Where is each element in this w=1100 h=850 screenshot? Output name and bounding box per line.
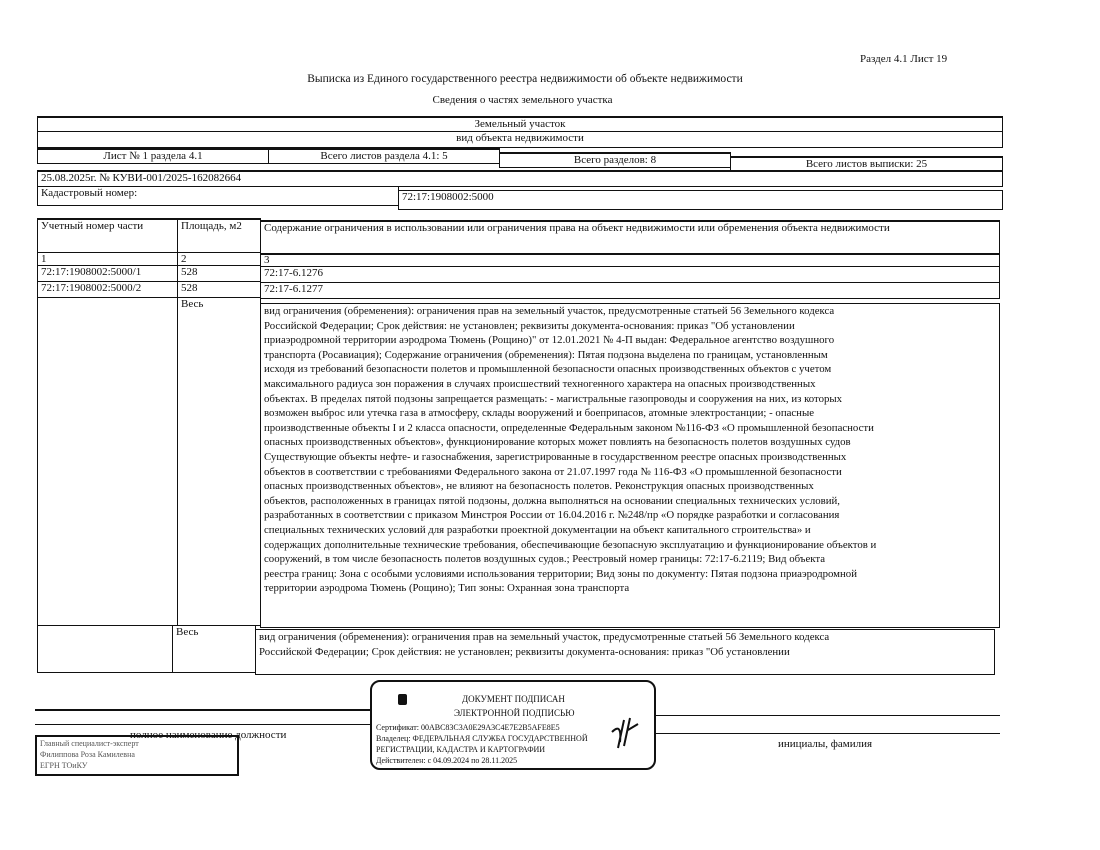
cadastral-label: Кадастровый номер:	[37, 186, 399, 206]
detail-line: производственные объекты I и 2 класса опасности, определенные Федеральным законом №116-ФЗ «О промышленной безопасности	[264, 421, 874, 434]
detail-line: содержащих дополнительные технические требования, обеспечивающие безопасную эксплуатацию и функционирование объектов и	[264, 538, 877, 551]
divider	[35, 709, 370, 711]
sheets-in-section: Всего листов раздела 4.1: 5	[268, 148, 500, 164]
detail-area: Весь	[172, 625, 256, 673]
document-title: Выписка из Единого государственного реестра недвижимости об объекте недвижимости	[307, 73, 743, 85]
detail-line: вид ограничения (обременения): ограничения прав на земельный участок, предусмотренные статьей 56 Земельного кодекса	[264, 305, 835, 317]
signer-line: Главный специалист-эксперт	[40, 739, 139, 748]
emblem-icon	[398, 694, 407, 705]
detail-line: опасных производственных объектов», не влияют на безопасность полетов. Реконструкция опасных производственных	[264, 480, 814, 493]
header-content: Содержание ограничения в использовании или ограничения права на объект недвижимости или обременения объекта недвижимости	[260, 220, 1000, 255]
col-number-1: 1	[37, 252, 178, 266]
detail-part-empty	[37, 297, 178, 626]
detail-line: максимального радиуса зон поражения в случаях происшествий техногенного характера на опасных производственных	[264, 377, 816, 390]
divider	[655, 733, 1000, 734]
detail-line: Российской Федерации; Срок действия: не установлен; реквизиты документа-основания: приказ "Об установлении	[259, 645, 790, 658]
doc-reference: 25.08.2025г. № КУВИ-001/2025-162082664	[37, 170, 1003, 187]
detail-content	[255, 629, 995, 675]
part-content: 72:17-6.1276	[260, 266, 1000, 283]
detail-line: специальных технических условий для разработки проектной документации на объект капитального строительства» и	[264, 523, 811, 536]
e-signature-stamp	[370, 680, 656, 770]
sheet-number: Лист № 1 раздела 4.1	[37, 148, 269, 164]
divider	[35, 724, 370, 725]
part-number: 72:17:1908002:5000/2	[37, 281, 178, 298]
object-type: Земельный участок	[37, 116, 1003, 132]
detail-line: транспорта (Росавиация); Содержание ограничения (обременения): Пятая подзона выделена по границам, установленным	[264, 348, 828, 361]
detail-line: объектов, расположенных в границах пятой подзоны, должна выполняться на основании специальных технических условий,	[264, 494, 840, 507]
col-number-2: 2	[177, 252, 261, 266]
part-area: 528	[177, 265, 261, 282]
detail-line: разработанных в соответствии с приказом Минстроя России от 16.04.2016 г. №248/пр «О порядке разработки и согласования	[264, 509, 840, 522]
signer-box	[35, 735, 239, 776]
stamp-title: ДОКУМЕНТ ПОДПИСАН	[462, 694, 565, 704]
detail-line: территории аэродрома Тюмень (Рощино); Тип зоны: Охранная зона транспорта	[264, 582, 630, 595]
sections-total: Всего разделов: 8	[499, 152, 731, 168]
detail-line: возможен выброс или утечка газа в атмосферу, склады вооружений и боеприпасов, атомные электростанции; - опасные	[264, 407, 815, 420]
part-content: 72:17-6.1277	[260, 282, 1000, 299]
detail-area: Весь	[177, 297, 261, 626]
stamp-subtitle: ЭЛЕКТРОННОЙ ПОДПИСЬЮ	[454, 708, 575, 718]
detail-line: Существующие объекты нефте- и газоснабжения, зарегистрированные в государственном реестре опасных производственных	[264, 450, 847, 463]
handwritten-signature-icon	[608, 712, 648, 752]
part-area: 528	[177, 281, 261, 298]
cadastral-value: 72:17:1908002:5000	[398, 190, 1003, 210]
detail-line: исходя из требований безопасности полетов и промышленной безопасности опасных производственных объектов с учетом	[264, 363, 832, 376]
sheets-total: Всего листов выписки: 25	[730, 156, 1003, 172]
detail-part-empty	[37, 625, 173, 673]
stamp-line: Действителен: с 04.09.2024 по 28.11.2025	[376, 756, 518, 765]
detail-line: объектах. В пределах пятой подзоны запрещается размещать: - магистральные газопроводы и сооружения на них, из которых	[264, 392, 843, 405]
part-number: 72:17:1908002:5000/1	[37, 265, 178, 282]
stamp-line: Владелец: ФЕДЕРАЛЬНАЯ СЛУЖБА ГОСУДАРСТВЕННОЙ	[376, 734, 588, 743]
signer-line: Филиппова Роза Камилевна	[40, 750, 135, 759]
header-area: Площадь, м2	[177, 218, 261, 253]
object-type-caption: вид объекта недвижимости	[37, 131, 1003, 148]
detail-line: сооружений, в том числе безопасность полетов воздушных судов.; Реестровый номер границы: 72:17-6.2119; Вид объекта	[264, 553, 825, 566]
page-label: Раздел 4.1 Лист 19	[860, 53, 948, 65]
document-subtitle: Сведения о частях земельного участка	[432, 94, 613, 106]
detail-line: опасных производственных объектов», функционирование которых может повлиять на безопасность полетов воздушных судов	[264, 436, 851, 449]
detail-line: приаэродромной территории аэродрома Тюмень (Рощино)" от 12.01.2021 № 4-П выдан: Федеральное агентство воздушного	[264, 334, 835, 347]
col-number-3: 3	[260, 253, 1000, 267]
position-caption: полное наименование должности	[130, 729, 287, 741]
detail-line: вид ограничения (обременения): ограничения прав на земельный участок, предусмотренные статьей 56 Земельного кодекса	[259, 631, 830, 643]
detail-content	[260, 303, 1000, 628]
header-part-number: Учетный номер части	[37, 218, 178, 253]
divider	[655, 715, 1000, 716]
initials-caption: инициалы, фамилия	[778, 738, 873, 750]
stamp-line: Сертификат: 00ABC83C3A0E29A3C4E7E2B5AFE8E5	[376, 723, 560, 732]
detail-line: Российской Федерации; Срок действия: не установлен; реквизиты документа-основания: приказ "Об установлении	[264, 319, 795, 332]
detail-line: реестра границ: Зона с особыми условиями использования территории; Вид зоны по документу: Пятая подзона приаэродромной	[264, 567, 857, 580]
stamp-line: РЕГИСТРАЦИИ, КАДАСТРА И КАРТОГРАФИИ	[376, 745, 546, 754]
signer-line: ЕГРН ТОиКУ	[40, 761, 88, 770]
detail-line: объектов в соответствии с требованиями Федерального закона от 21.07.1997 года № 116-ФЗ «О промышленной безопасности	[264, 465, 842, 478]
